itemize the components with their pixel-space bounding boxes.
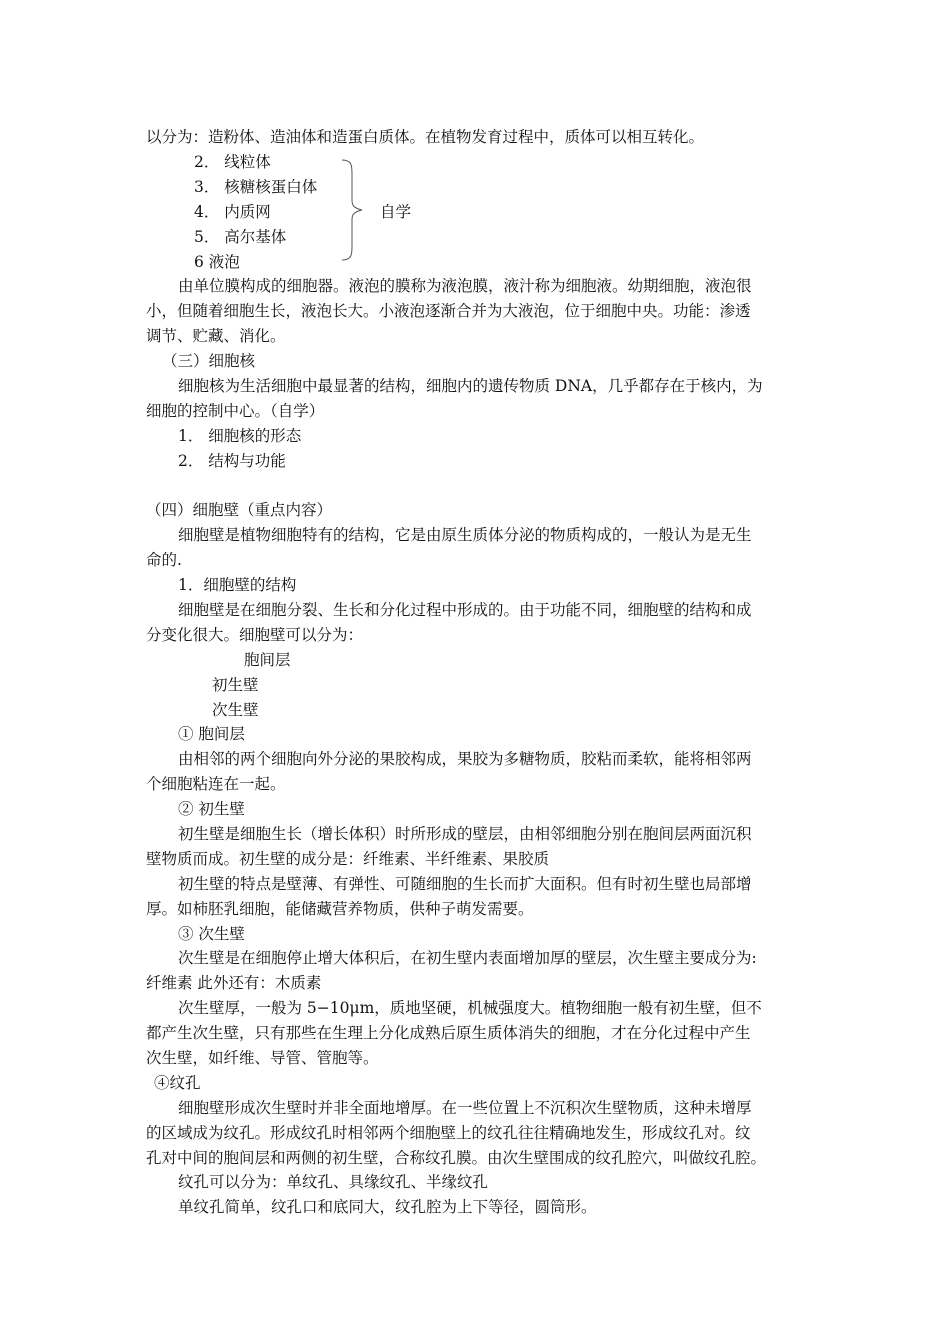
organelle-item: 5． 高尔基体 [194, 228, 287, 246]
paragraph-line: 命的. [146, 551, 182, 569]
paragraph-line: 细胞核为生活细胞中最显著的结构，细胞内的遗传物质 DNA，几乎都存在于核内，为 [178, 377, 763, 395]
curly-brace-icon [338, 158, 368, 262]
paragraph-line: 细胞壁是植物细胞特有的结构，它是由原生质体分泌的物质构成的，一般认为是无生 [178, 526, 752, 544]
paragraph-line: 由相邻的两个细胞向外分泌的果胶构成，果胶为多糖物质，胶粘而柔软，能将相邻两 [178, 750, 752, 768]
paragraph-line: 次生壁是在细胞停止增大体积后，在初生壁内表面增加厚的壁层，次生壁主要成分为: [178, 949, 757, 967]
paragraph-line: 厚。如柿胚乳细胞，能储藏营养物质，供种子萌发需要。 [146, 900, 534, 918]
paragraph-line: 纹孔可以分为：单纹孔、具缘纹孔、半缘纹孔 [178, 1173, 489, 1191]
paragraph-line: 初生壁是细胞生长（增长体积）时所形成的壁层，由相邻细胞分别在胞间层两面沉积 [178, 825, 752, 843]
list-item: 1． 细胞核的形态 [178, 427, 302, 445]
subheading-primary-wall: ② 初生壁 [178, 800, 245, 818]
layer-secondary-wall: 次生壁 [212, 701, 259, 719]
paragraph-line: 细胞壁形成次生壁时并非全面地增厚。在一些位置上不沉积次生壁物质，这种未增厚 [178, 1099, 752, 1117]
paragraph-line: 细胞的控制中心。（自学） [146, 402, 325, 420]
paragraph-line: 初生壁的特点是壁薄、有弹性、可随细胞的生长而扩大面积。但有时初生壁也局部增 [178, 875, 752, 893]
paragraph-line: 壁物质而成。初生壁的成分是：纤维素、半纤维素、果胶质 [146, 850, 550, 868]
section-heading-cell-wall: （四）细胞壁（重点内容） [146, 501, 333, 519]
subheading-pits: ④纹孔 [154, 1074, 201, 1092]
intro-line: 以分为：造粉体、造油体和造蛋白质体。在植物发育过程中，质体可以相互转化。 [146, 128, 705, 146]
organelle-item: 2． 线粒体 [194, 153, 271, 171]
paragraph-line: 次生壁，如纤维、导管、管胞等。 [146, 1049, 379, 1067]
paragraph-line: 个细胞粘连在一起。 [146, 775, 286, 793]
layer-primary-wall: 初生壁 [212, 676, 259, 694]
list-item: 2． 结构与功能 [178, 452, 286, 470]
paragraph-line: 由单位膜构成的细胞器。液泡的膜称为液泡膜，液汁称为细胞液。幼期细胞，液泡很 [178, 277, 752, 295]
subheading-middle-lamella: ① 胞间层 [178, 725, 245, 743]
subheading-secondary-wall: ③ 次生壁 [178, 925, 245, 943]
paragraph-line: 调节、贮藏、消化。 [146, 327, 286, 345]
paragraph-line: 都产生次生壁，只有那些在生理上分化成熟后原生质体消失的细胞，才在分化过程中产生 [146, 1024, 751, 1042]
layer-middle-lamella: 胞间层 [244, 651, 291, 669]
paragraph-line: 次生壁厚，一般为 5−10μm，质地坚硬，机械强度大。植物细胞一般有初生壁，但不 [178, 999, 762, 1017]
item-vacuole: 6 液泡 [194, 253, 240, 271]
paragraph-line: 细胞壁是在细胞分裂、生长和分化过程中形成的。由于功能不同，细胞壁的结构和成 [178, 601, 752, 619]
subheading-wall-structure: 1．细胞壁的结构 [178, 576, 297, 594]
paragraph-line: 小，但随着细胞生长，液泡长大。小液泡逐渐合并为大液泡，位于细胞中央。功能：渗透 [146, 302, 751, 320]
paragraph-line: 孔对中间的胞间层和两侧的初生壁，合称纹孔膜。由次生壁围成的纹孔腔穴，叫做纹孔腔。 [146, 1149, 767, 1167]
organelle-item: 4． 内质网 [194, 203, 271, 221]
paragraph-line: 纤维素 此外还有：木质素 [146, 974, 322, 992]
paragraph-line: 的区域成为纹孔。形成纹孔时相邻两个细胞壁上的纹孔往往精确地发生，形成纹孔对。纹 [146, 1124, 751, 1142]
organelle-item: 3． 核糖核蛋白体 [194, 178, 318, 196]
paragraph-line: 单纹孔简单，纹孔口和底同大，纹孔腔为上下等径，圆筒形。 [178, 1198, 597, 1216]
self-study-label: 自学 [380, 203, 412, 221]
paragraph-line: 分变化很大。细胞壁可以分为： [146, 626, 364, 644]
section-heading-nucleus: （三）细胞核 [162, 352, 256, 370]
